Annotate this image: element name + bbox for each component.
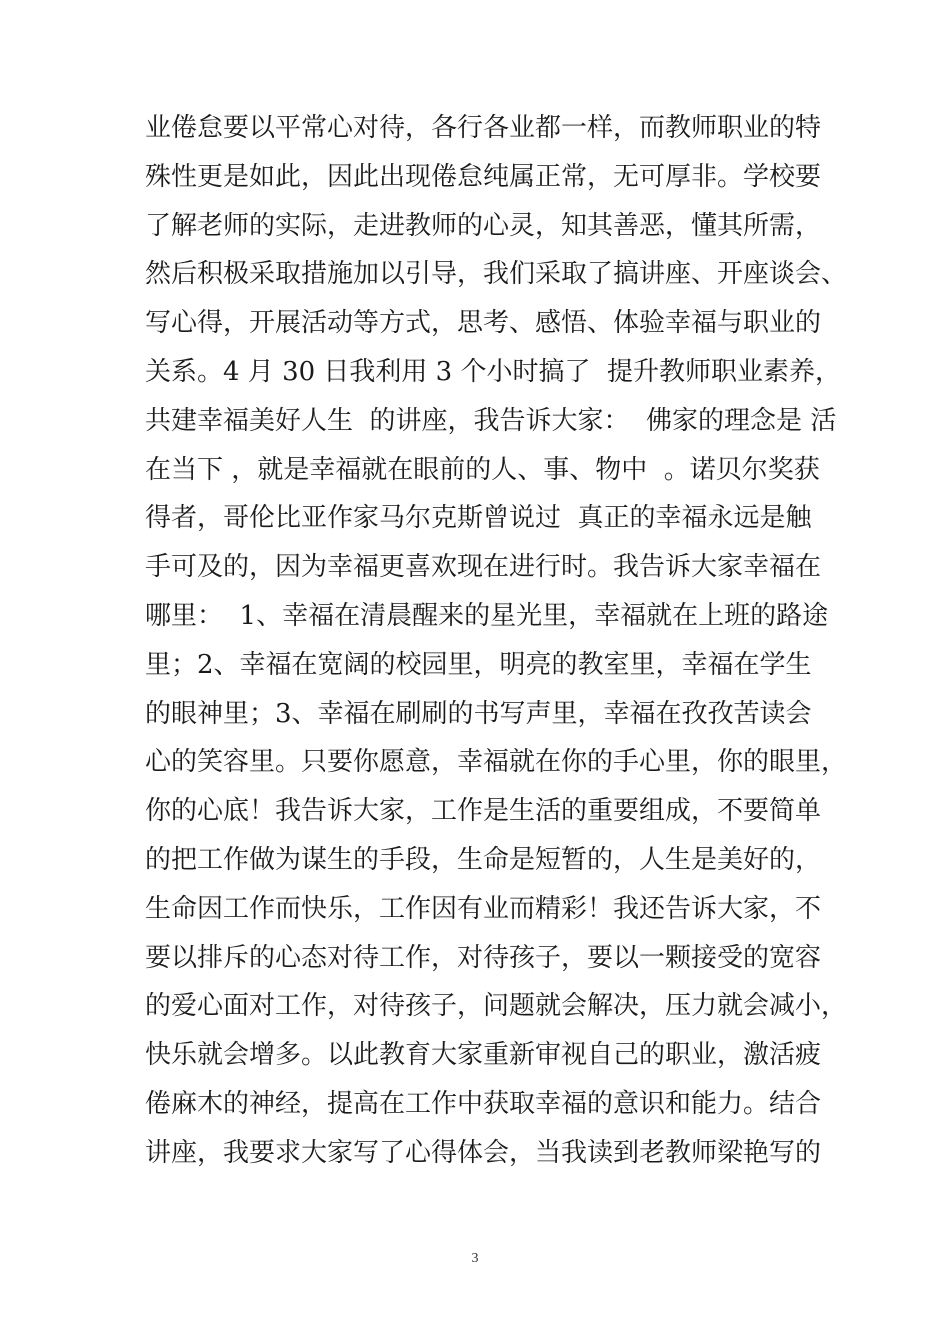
text-line: 要以排斥的心态对待工作，对待孩子，要以一颗接受的宽容 [145, 942, 822, 973]
text-line: 的眼神里；3、幸福在刷刷的书写声里，幸福在孜孜苦读会 [145, 698, 812, 729]
text-line: 里；2、幸福在宽阔的校园里，明亮的教室里，幸福在学生 [145, 649, 812, 680]
body-paragraph [145, 104, 848, 1178]
text-line: 的把工作做为谋生的手段，生命是短暂的，人生是美好的， [145, 844, 822, 875]
text-line: 写心得，开展活动等方式，思考、感悟、体验幸福与职业的 [145, 308, 822, 339]
text-line: 心的笑容里。只要你愿意，幸福就在你的手心里，你的眼里， [145, 747, 848, 778]
text-line: 讲座，我要求大家写了心得体会，当我读到老教师梁艳写的 [145, 1137, 822, 1168]
text-line: 你的心底！我告诉大家，工作是生活的重要组成，不要简单 [145, 796, 822, 827]
text-line: 快乐就会增多。以此教育大家重新审视自己的职业，激活疲 [145, 1040, 822, 1071]
text-line: 生命因工作而快乐，工作因有业而精彩！我还告诉大家，不 [145, 893, 822, 924]
text-line: 得者，哥伦比亚作家马尔克斯曾说过 真正的幸福永远是触 [145, 503, 812, 534]
text-line: 手可及的，因为幸福更喜欢现在进行时。我告诉大家幸福在 [145, 552, 822, 583]
page-number: 3 [471, 1251, 479, 1266]
text-line: 业倦怠要以平常心对待，各行各业都一样，而教师职业的特 [145, 113, 822, 143]
text-line: 在当下 ，就是幸福就在眼前的人、事、物中 。诺贝尔奖获 [145, 454, 820, 485]
text-line: 然后积极采取措施加以引导，我们采取了搞讲座、开座谈会、 [145, 259, 848, 290]
text-line: 哪里： 1、幸福在清晨醒来的星光里，幸福就在上班的路途 [145, 600, 829, 631]
text-line: 共建幸福美好人生 的讲座，我告诉大家： 佛家的理念是 活 [145, 405, 837, 436]
text-line: 倦麻木的神经，提高在工作中获取幸福的意识和能力。结合 [145, 1088, 822, 1119]
text-line: 了解老师的实际，走进教师的心灵，知其善恶，懂其所需， [145, 210, 822, 241]
text-line: 的爱心面对工作，对待孩子，问题就会解决，压力就会减小， [145, 991, 848, 1022]
text-line: 殊性更是如此，因此出现倦怠纯属正常，无可厚非。学校要 [145, 161, 822, 192]
text-line: 关系。4 月 30 日我利用 3 个小时搞了 提升教师职业素养， [145, 356, 842, 387]
